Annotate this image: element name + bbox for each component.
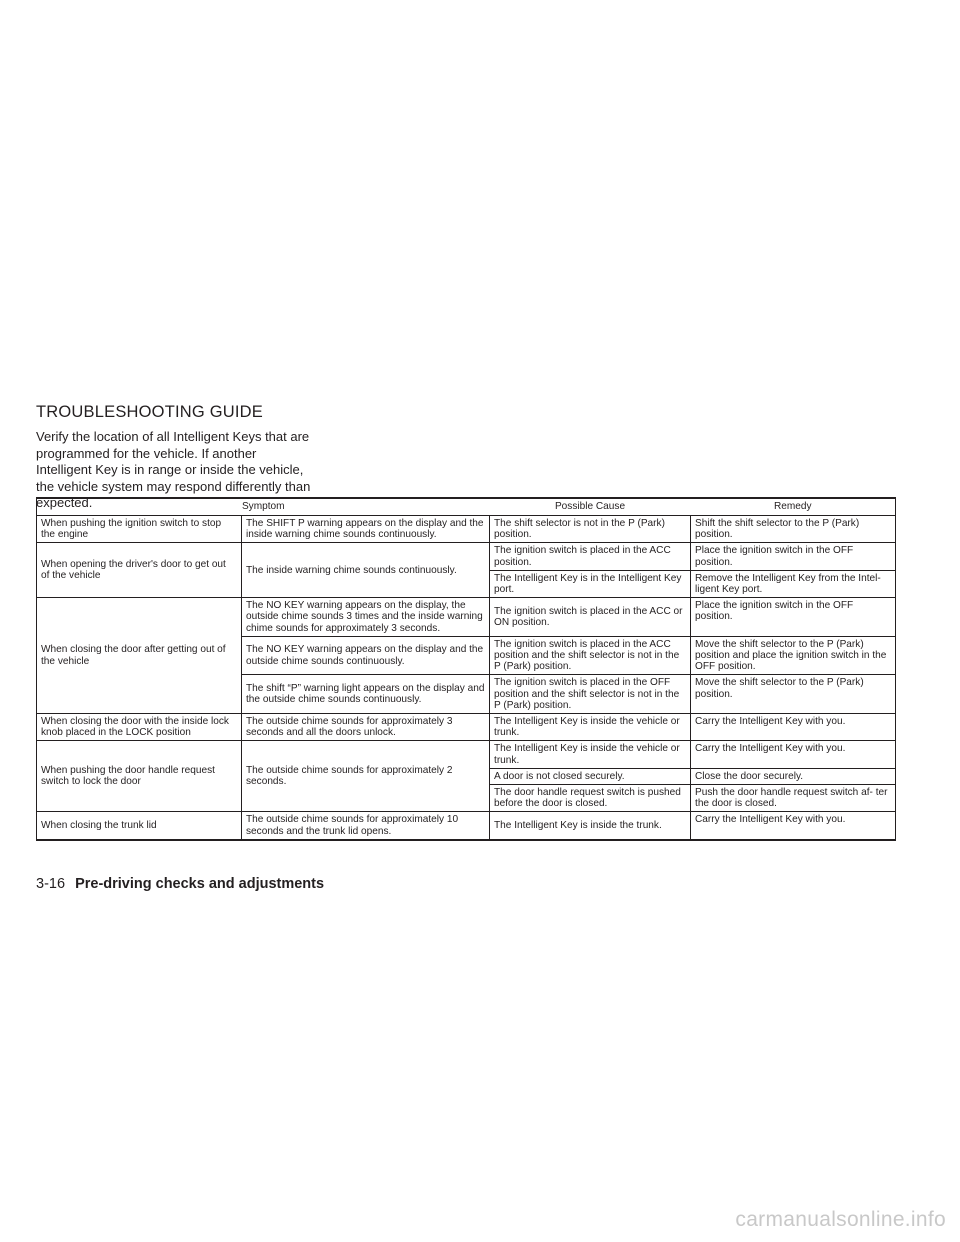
table-row	[37, 598, 896, 637]
cause-cell: The ignition switch is placed in the OFF position and the shift selector is not in the P (Park) position.	[490, 675, 691, 714]
remedy-cell: Place the ignition switch in the OFF position.	[691, 543, 896, 570]
watermark: carmanualsonline.info	[735, 1208, 946, 1231]
symptom-cell: When pushing the door handle request switch to lock the door	[37, 741, 242, 812]
section-name: Pre-driving checks and adjustments	[75, 876, 325, 892]
table-header-row	[37, 498, 896, 516]
cause-cell: The ignition switch is placed in the ACC or ON position.	[490, 598, 691, 637]
table-row	[37, 543, 896, 570]
cause-cell: The ignition switch is placed in the ACC position and the shift selector is not in the P (Park) position.	[490, 636, 691, 675]
table-row	[37, 812, 896, 840]
remedy-cell: Push the door handle request switch af- ter the door is closed.	[691, 785, 896, 812]
table-row	[37, 516, 896, 543]
description-cell: The NO KEY warning appears on the display, the outside chime sounds 3 times and the inside warning chime sounds for approximately 3 seconds.	[242, 598, 490, 637]
cause-cell: The Intelligent Key is in the Intelligent Key port.	[490, 570, 691, 597]
header-symptom: Symptom	[37, 498, 490, 516]
remedy-cell: Carry the Intelligent Key with you.	[691, 714, 896, 741]
remedy-cell: Close the door securely.	[691, 768, 896, 784]
description-cell: The outside chime sounds for approximately 10 seconds and the trunk lid opens.	[242, 812, 490, 840]
description-cell: The shift “P” warning light appears on the display and the outside chime sounds continuously.	[242, 675, 490, 714]
symptom-cell: When pushing the ignition switch to stop the engine	[37, 516, 242, 543]
cause-cell: The Intelligent Key is inside the vehicle or trunk.	[490, 741, 691, 768]
intro-paragraph: Verify the location of all Intelligent Keys that are programmed for the vehicle. If another Intelligent Key is in range or inside the vehicle, the vehicle system may respond differently than expected.	[36, 429, 311, 510]
cause-cell: A door is not closed securely.	[490, 768, 691, 784]
cause-cell: The Intelligent Key is inside the trunk.	[490, 812, 691, 840]
description-cell: The SHIFT P warning appears on the display and the inside warning chime sounds continuously.	[242, 516, 490, 543]
table-row	[37, 714, 896, 741]
remedy-cell: Carry the Intelligent Key with you.	[691, 812, 896, 840]
cause-cell: The door handle request switch is pushed before the door is closed.	[490, 785, 691, 812]
cause-cell: The Intelligent Key is inside the vehicle or trunk.	[490, 714, 691, 741]
remedy-cell: Move the shift selector to the P (Park) position.	[691, 675, 896, 714]
remedy-cell: Move the shift selector to the P (Park) position and place the ignition switch in the OFF position.	[691, 636, 896, 675]
description-cell: The outside chime sounds for approximately 3 seconds and all the doors unlock.	[242, 714, 490, 741]
troubleshooting-table	[36, 497, 896, 841]
header-possible-cause: Possible Cause	[490, 498, 691, 516]
remedy-cell: Shift the shift selector to the P (Park) position.	[691, 516, 896, 543]
remedy-cell: Carry the Intelligent Key with you.	[691, 741, 896, 768]
cause-cell: The ignition switch is placed in the ACC position.	[490, 543, 691, 570]
description-cell: The NO KEY warning appears on the display and the outside chime sounds continuously.	[242, 636, 490, 675]
remedy-cell: Remove the Intelligent Key from the Intel- ligent Key port.	[691, 570, 896, 597]
symptom-cell: When opening the driver's door to get out of the vehicle	[37, 543, 242, 598]
remedy-cell: Place the ignition switch in the OFF position.	[691, 598, 896, 637]
symptom-cell: When closing the door after getting out of the vehicle	[37, 598, 242, 714]
description-cell: The inside warning chime sounds continuously.	[242, 543, 490, 598]
symptom-cell: When closing the trunk lid	[37, 812, 242, 840]
header-remedy: Remedy	[691, 498, 896, 516]
section-title: TROUBLESHOOTING GUIDE	[36, 403, 263, 421]
symptom-cell: When closing the door with the inside lock knob placed in the LOCK position	[37, 714, 242, 741]
description-cell: The outside chime sounds for approximately 2 seconds.	[242, 741, 490, 812]
page-footer	[36, 876, 324, 892]
page-number: 3-16	[36, 876, 66, 892]
cause-cell: The shift selector is not in the P (Park) position.	[490, 516, 691, 543]
table-row	[37, 741, 896, 768]
